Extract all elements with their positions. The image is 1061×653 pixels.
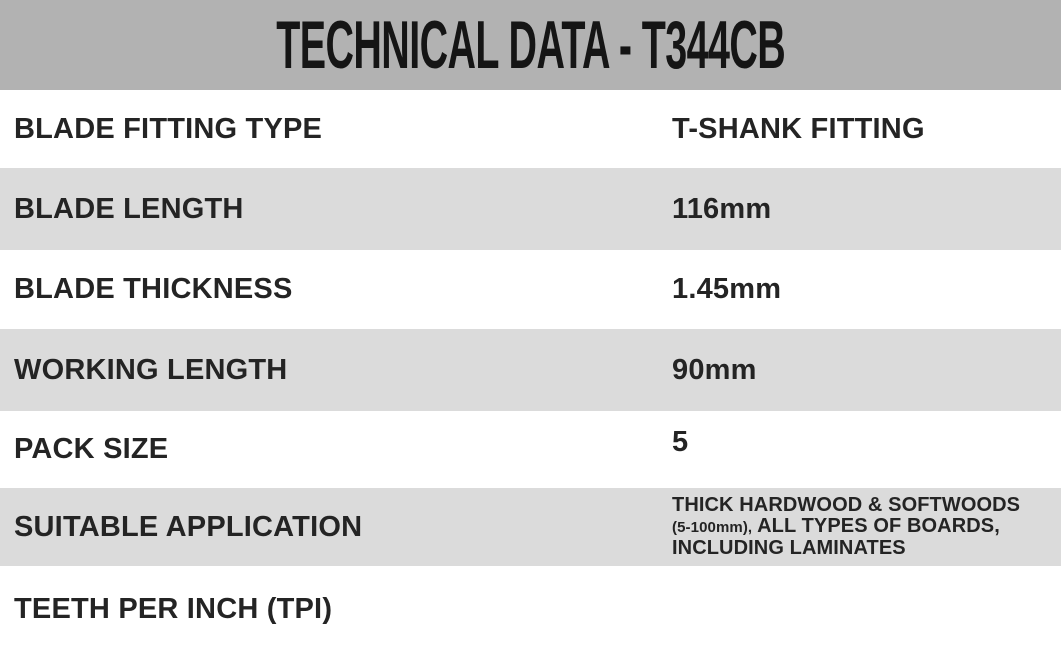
spec-value: 116mm: [672, 192, 772, 225]
spec-label: WORKING LENGTH: [14, 353, 288, 386]
spec-label: BLADE FITTING TYPE: [14, 112, 323, 145]
spec-table: [0, 90, 1061, 653]
spec-value: 5: [672, 426, 689, 458]
spec-value: 90mm: [672, 353, 757, 386]
application-line-2: [672, 516, 1049, 538]
application-line-2-rest: ALL TYPES OF BOARDS,: [752, 515, 1000, 537]
spec-row-suitable-application: [0, 488, 1061, 566]
application-line-3: INCLUDING LAMINATES: [672, 537, 906, 559]
spec-value: 1.45mm: [672, 273, 782, 305]
application-line-1: THICK HARDWOOD & SOFTWOODS: [672, 494, 1021, 516]
spec-label: TEETH PER INCH (TPI): [14, 593, 333, 625]
spec-value: T-SHANK FITTING: [672, 112, 925, 145]
spec-row-blade-thickness: [0, 250, 1061, 329]
spec-label: PACK SIZE: [14, 433, 169, 465]
spec-row-working-length: [0, 329, 1061, 411]
spec-row-pack-size: [0, 411, 1061, 488]
spec-label: BLADE THICKNESS: [14, 273, 293, 305]
spec-value: [672, 495, 1061, 559]
header-bar: [0, 0, 1061, 90]
page-title: TECHNICAL DATA - T344CB: [276, 7, 785, 83]
spec-row-blade-length: [0, 168, 1061, 250]
spec-label: BLADE LENGTH: [14, 192, 244, 225]
spec-label: SUITABLE APPLICATION: [14, 510, 363, 543]
spec-row-teeth-per-inch: [0, 566, 1061, 653]
application-size-range: (5-100mm),: [672, 519, 753, 536]
spec-row-blade-fitting-type: [0, 90, 1061, 168]
